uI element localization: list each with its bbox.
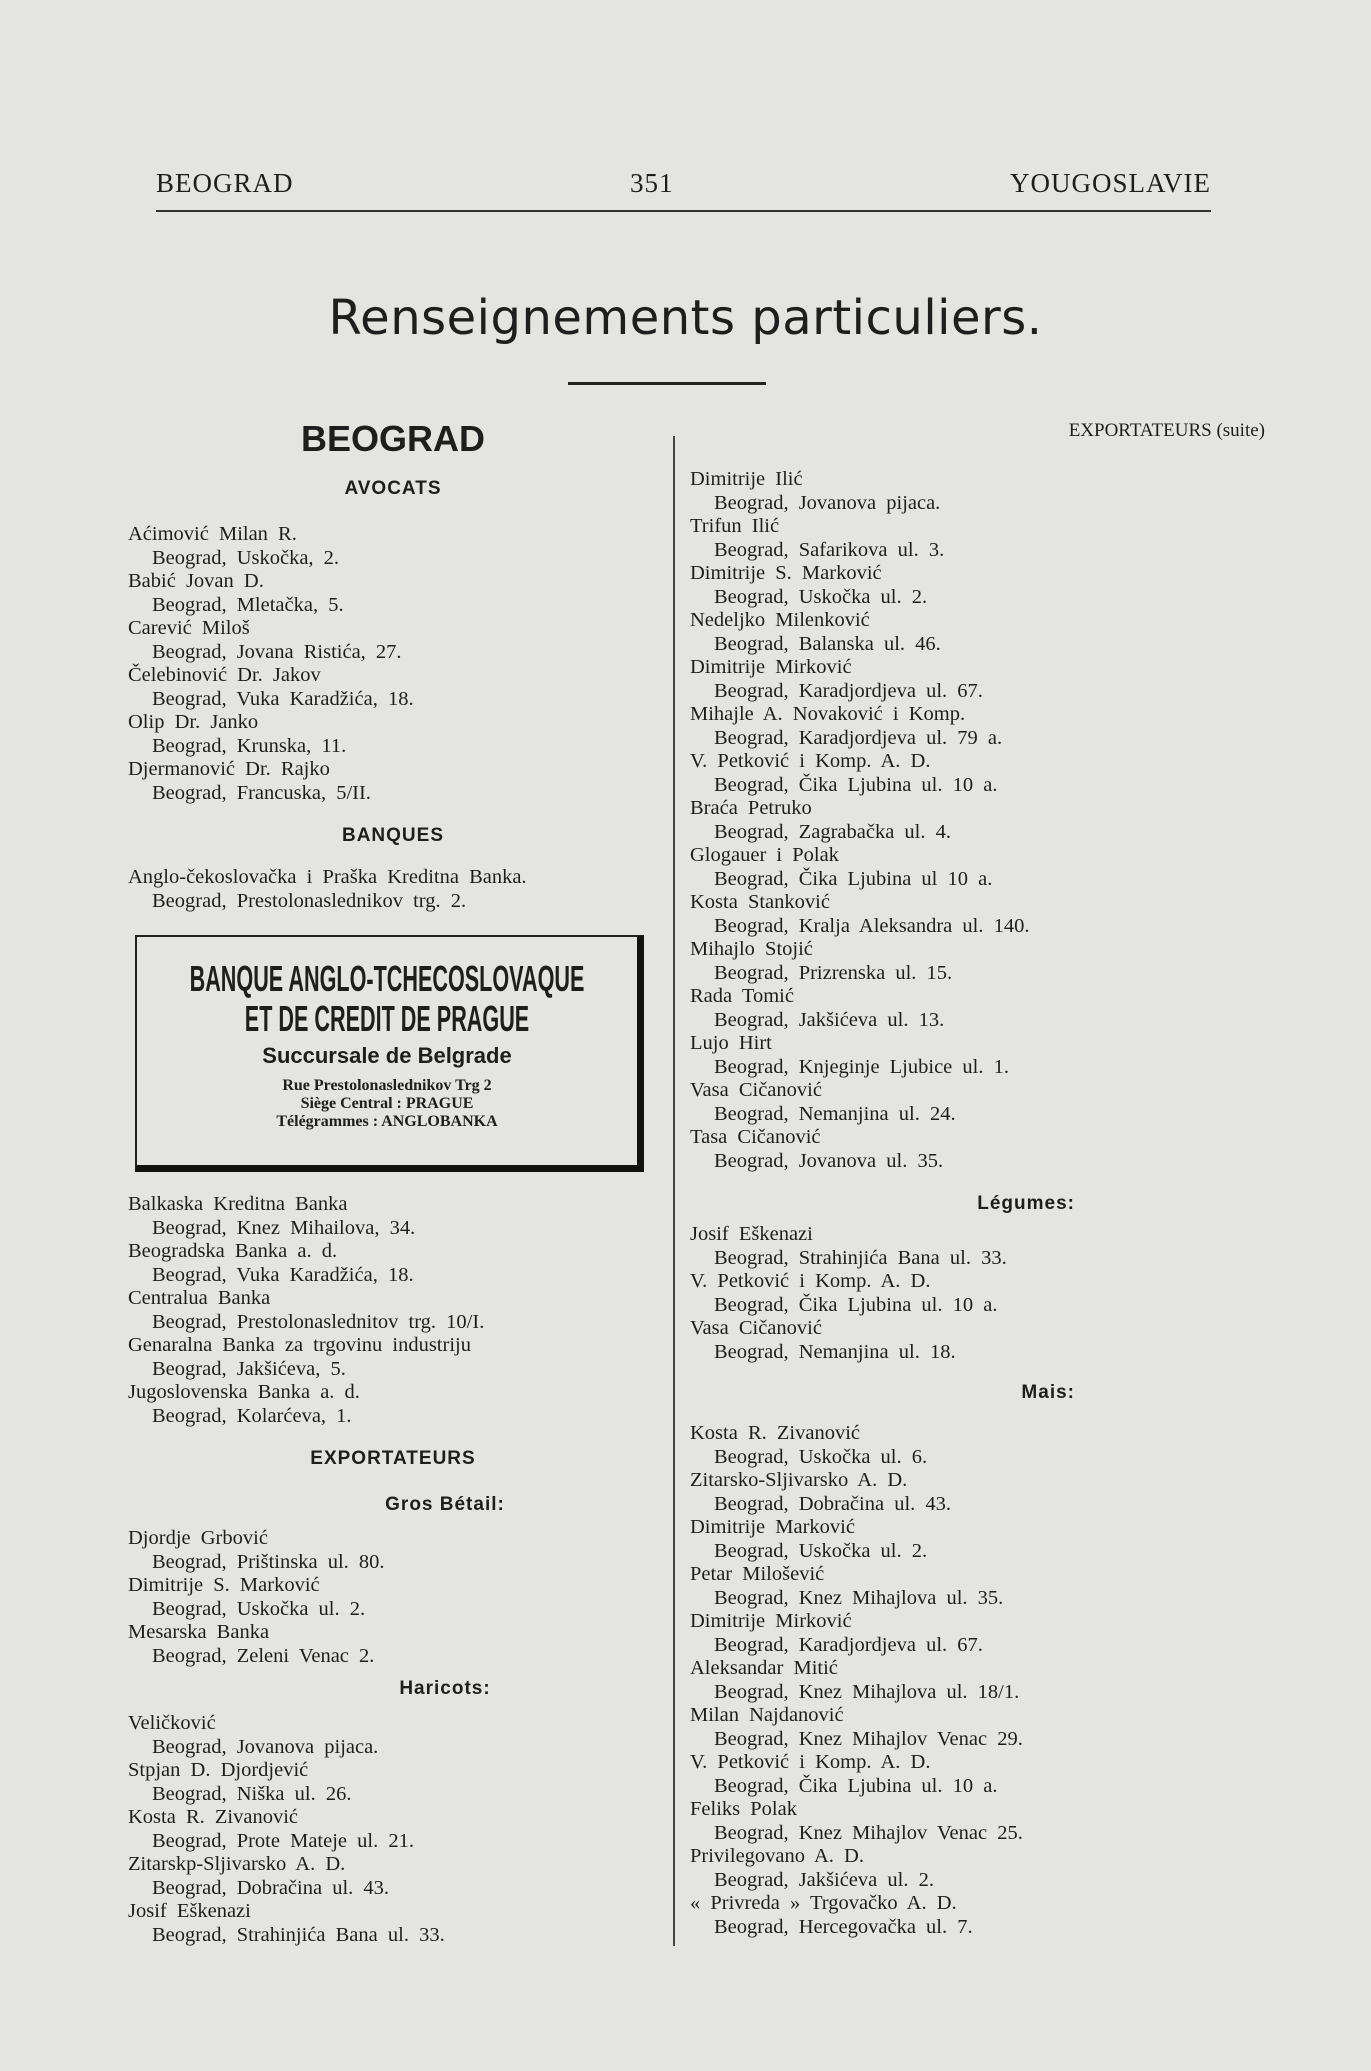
- entry-address: Beograd, Jovana Ristića, 27.: [152, 640, 402, 663]
- entry-name: Anglo-čekoslovačka i Praška Kreditna Banka.: [128, 866, 527, 888]
- entry-address: Beograd, Kolarćeva, 1.: [152, 1404, 352, 1427]
- entry-address: Beograd, Uskočka ul. 6.: [714, 1445, 928, 1468]
- entry-address: Beograd, Uskočka, 2.: [152, 546, 340, 569]
- entry-address: Beograd, Jakšićeva ul. 13.: [714, 1008, 945, 1031]
- entry-address: Beograd, Niška ul. 26.: [152, 1782, 352, 1805]
- entry-address: Beograd, Uskočka ul. 2.: [714, 585, 928, 608]
- subheading-mais: Mais:: [1021, 1382, 1075, 1403]
- haricots-list: [128, 1712, 445, 1947]
- entry-address: Beograd, Safarikova ul. 3.: [714, 538, 945, 561]
- ad-address: Rue Prestolonaslednikov Trg 2: [282, 1077, 492, 1094]
- entry-address: Beograd, Knez Mihajlov Venac 25.: [714, 1821, 1023, 1844]
- entry-name: Djordje Grbović: [128, 1527, 268, 1549]
- entry-address: Beograd, Nemanjina ul. 18.: [714, 1340, 956, 1363]
- mais-list: [690, 1422, 1023, 1939]
- entry-name: Djermanović Dr. Rajko: [128, 758, 330, 780]
- entry-name: Mihajle A. Novaković i Komp.: [690, 703, 966, 725]
- entry-name: Carević Miloš: [128, 617, 250, 639]
- entry-address: Beograd, Prestolonaslednitov trg. 10/I.: [152, 1310, 485, 1333]
- entry-address: Beograd, Vuka Karadžića, 18.: [152, 687, 414, 710]
- entry-address: Beograd, Vuka Karadžića, 18.: [152, 1263, 414, 1286]
- entry-name: Olip Dr. Janko: [128, 711, 259, 733]
- section-heading-avocats: AVOCATS: [344, 478, 442, 499]
- entry-name: Veličković: [128, 1712, 216, 1734]
- title-rule: [568, 382, 766, 385]
- entry-address: Beograd, Nemanjina ul. 24.: [714, 1102, 956, 1125]
- entry-name: Vasa Cičanović: [690, 1079, 822, 1101]
- subheading-legumes: Légumes:: [977, 1193, 1075, 1214]
- entry-name: Vasa Cičanović: [690, 1317, 822, 1339]
- entry-address: Beograd, Jakšićeva ul. 2.: [714, 1868, 934, 1891]
- section-heading-banques: BANQUES: [341, 825, 444, 846]
- city-heading: BEOGRAD: [300, 418, 485, 459]
- entry-address: Beograd, Strahinjića Bana ul. 33.: [714, 1246, 1007, 1269]
- subheading-haricots: Haricots:: [399, 1678, 491, 1699]
- entry-name: Josif Eškenazi: [690, 1223, 813, 1245]
- entry-name: Kosta Stanković: [690, 891, 830, 913]
- ad-telegrams: Télégrammes : ANGLOBANKA: [276, 1113, 498, 1130]
- entry-address: Beograd, Knez Mihajlova ul. 35.: [714, 1586, 1004, 1609]
- entry-address: Beograd, Knez Mihajlova ul. 18/1.: [714, 1680, 1020, 1703]
- entry-address: Beograd, Čika Ljubina ul 10 a.: [714, 867, 993, 890]
- entry-name: Dimitrije Ilić: [690, 468, 803, 490]
- entry-name: Aćimović Milan R.: [128, 523, 297, 545]
- entry-name: Beogradska Banka a. d.: [128, 1240, 338, 1262]
- entry-address: Beograd, Dobračina ul. 43.: [152, 1876, 390, 1899]
- ad-headline-line1: BANQUE ANGLO-TCHECOSLOVAQUE: [189, 958, 585, 999]
- entry-address: Beograd, Kralja Aleksandra ul. 140.: [714, 914, 1030, 937]
- entry-address: Beograd, Prištinska ul. 80.: [152, 1550, 385, 1573]
- entry-name: Milan Najdanović: [690, 1704, 844, 1726]
- entry-name: Stpjan D. Djordjević: [128, 1759, 309, 1781]
- entry-name: Mihajlo Stojić: [690, 938, 813, 960]
- ad-branch: Succursale de Belgrade: [262, 1043, 512, 1068]
- entry-address: Beograd, Čika Ljubina ul. 10 a.: [714, 773, 998, 796]
- entry-address: Beograd, Prizrenska ul. 15.: [714, 961, 953, 984]
- running-head-country: YOUGOSLAVIE: [1009, 168, 1211, 198]
- legumes-list: [690, 1223, 1007, 1364]
- entry-name: Zitarsko-Sljivarsko A. D.: [690, 1469, 908, 1491]
- avocats-list: [128, 523, 414, 805]
- ad-headline: [137, 959, 637, 1039]
- subheading-gros-betail: Gros Bétail:: [385, 1494, 505, 1515]
- entry-name: Lujo Hirt: [690, 1032, 772, 1054]
- entry-name: Dimitrije Mirković: [690, 656, 852, 678]
- entry-name: Feliks Polak: [690, 1798, 797, 1820]
- ad-headline-line2: ET DE CREDIT DE PRAGUE: [244, 998, 530, 1039]
- section-heading-exportateurs: EXPORTATEURS: [310, 1448, 476, 1469]
- entry-name: Centralua Banka: [128, 1287, 271, 1309]
- entry-address: Beograd, Prestolonaslednikov trg. 2.: [152, 889, 467, 912]
- exportateurs-suite-list: [690, 468, 1029, 1173]
- section-heading-exportateurs-suite: EXPORTATEURS (suite): [1068, 420, 1265, 441]
- entry-name: Dimitrije S. Marković: [690, 562, 882, 584]
- entry-name: Balkaska Kreditna Banka: [128, 1193, 348, 1215]
- entry-name: Kosta R. Zivanović: [690, 1422, 860, 1444]
- entry-address: Beograd, Jovanova pijaca.: [714, 491, 941, 514]
- entry-address: Beograd, Francuska, 5/II.: [152, 781, 371, 804]
- entry-address: Beograd, Knez Mihailova, 34.: [152, 1216, 416, 1239]
- header-rule: [156, 210, 1211, 212]
- page-title: Renseignements particuliers.: [328, 290, 1043, 346]
- entry-name: Dimitrije Mirković: [690, 1610, 852, 1632]
- entry-address: Beograd, Balanska ul. 46.: [714, 632, 941, 655]
- entry-name: « Privreda » Trgovačko A. D.: [690, 1892, 957, 1914]
- banques-list-top: [128, 866, 527, 913]
- entry-name: Zitarskp-Sljivarsko A. D.: [128, 1853, 346, 1875]
- entry-address: Beograd, Karadjordjeva ul. 79 a.: [714, 726, 1003, 749]
- entry-name: Genaralna Banka za trgovinu industriju: [128, 1334, 471, 1356]
- entry-address: Beograd, Jakšićeva, 5.: [152, 1357, 346, 1380]
- entry-address: Beograd, Mletačka, 5.: [152, 593, 344, 616]
- entry-name: Nedeljko Milenković: [690, 609, 870, 631]
- entry-address: Beograd, Čika Ljubina ul. 10 a.: [714, 1774, 998, 1797]
- entry-name: Rada Tomić: [690, 985, 794, 1007]
- entry-address: Beograd, Čika Ljubina ul. 10 a.: [714, 1293, 998, 1316]
- entry-name: Aleksandar Mitić: [690, 1657, 838, 1679]
- entry-address: Beograd, Zagrabačka ul. 4.: [714, 820, 951, 843]
- entry-address: Beograd, Dobračina ul. 43.: [714, 1492, 952, 1515]
- entry-address: Beograd, Karadjordjeva ul. 67.: [714, 679, 983, 702]
- entry-address: Beograd, Knez Mihajlov Venac 29.: [714, 1727, 1023, 1750]
- entry-name: Kosta R. Zivanović: [128, 1806, 298, 1828]
- running-head-city: BEOGRAD: [156, 168, 294, 198]
- entry-name: Petar Milošević: [690, 1563, 825, 1585]
- banques-list: [128, 1193, 484, 1428]
- entry-name: Braća Petruko: [690, 797, 812, 819]
- entry-address: Beograd, Zeleni Venac 2.: [152, 1644, 375, 1667]
- column-divider: [673, 436, 675, 1946]
- entry-address: Beograd, Jovanova ul. 35.: [714, 1149, 944, 1172]
- entry-name: Čelebinović Dr. Jakov: [128, 664, 321, 686]
- entry-name: Babić Jovan D.: [128, 570, 264, 592]
- ad-headquarters: Siège Central : PRAGUE: [300, 1095, 474, 1112]
- entry-name: V. Petković i Komp. A. D.: [690, 1270, 931, 1292]
- entry-name: Mesarska Banka: [128, 1621, 270, 1643]
- bank-advertisement: [135, 935, 644, 1172]
- entry-name: Dimitrije Marković: [690, 1516, 855, 1538]
- entry-name: Josif Eškenazi: [128, 1900, 251, 1922]
- page-number: 351: [630, 168, 674, 198]
- entry-address: Beograd, Hercegovačka ul. 7.: [714, 1915, 973, 1938]
- entry-address: Beograd, Prote Mateje ul. 21.: [152, 1829, 414, 1852]
- entry-address: Beograd, Knjeginje Ljubice ul. 1.: [714, 1055, 1009, 1078]
- entry-name: V. Petković i Komp. A. D.: [690, 750, 931, 772]
- entry-address: Beograd, Jovanova pijaca.: [152, 1735, 379, 1758]
- entry-address: Beograd, Krunska, 11.: [152, 734, 347, 757]
- entry-name: Dimitrije S. Marković: [128, 1574, 320, 1596]
- entry-name: Jugoslovenska Banka a. d.: [128, 1381, 360, 1403]
- entry-name: Glogauer i Polak: [690, 844, 839, 866]
- entry-name: Tasa Cičanović: [690, 1126, 821, 1148]
- entry-address: Beograd, Karadjordjeva ul. 67.: [714, 1633, 983, 1656]
- entry-address: Beograd, Uskočka ul. 2.: [152, 1597, 366, 1620]
- entry-name: Trifun Ilić: [690, 515, 780, 537]
- entry-name: V. Petković i Komp. A. D.: [690, 1751, 931, 1773]
- gros-betail-list: [128, 1527, 385, 1668]
- entry-address: Beograd, Strahinjića Bana ul. 33.: [152, 1923, 445, 1946]
- entry-name: Privilegovano A. D.: [690, 1845, 864, 1867]
- entry-address: Beograd, Uskočka ul. 2.: [714, 1539, 928, 1562]
